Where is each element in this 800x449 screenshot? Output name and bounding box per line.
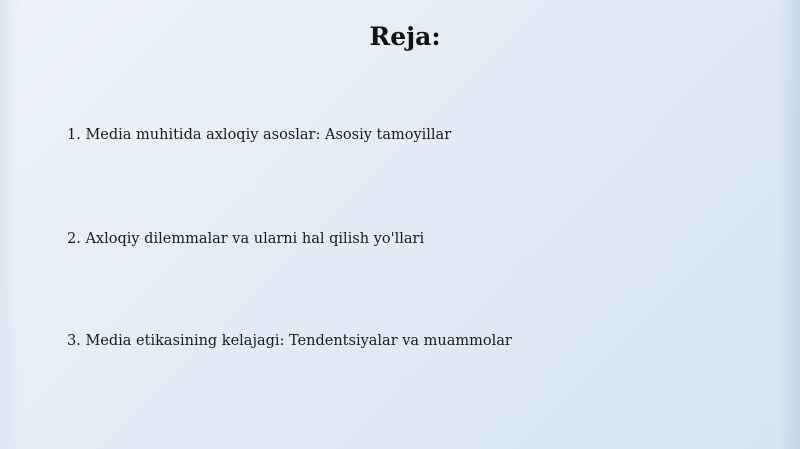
- plan-item-1: 1. Media muhitida axloqiy asoslar: Asosiy tamoyillar: [67, 127, 452, 143]
- slide-edge-right: [778, 0, 800, 449]
- slide-edge-left: [0, 0, 20, 449]
- slide-title: Reja:: [369, 22, 441, 51]
- plan-item-2: 2. Axloqiy dilemmalar va ularni hal qilish yo'llari: [67, 231, 425, 247]
- plan-item-3: 3. Media etikasining kelajagi: Tendentsiyalar va muammolar: [67, 333, 512, 349]
- slide: [20, 0, 778, 449]
